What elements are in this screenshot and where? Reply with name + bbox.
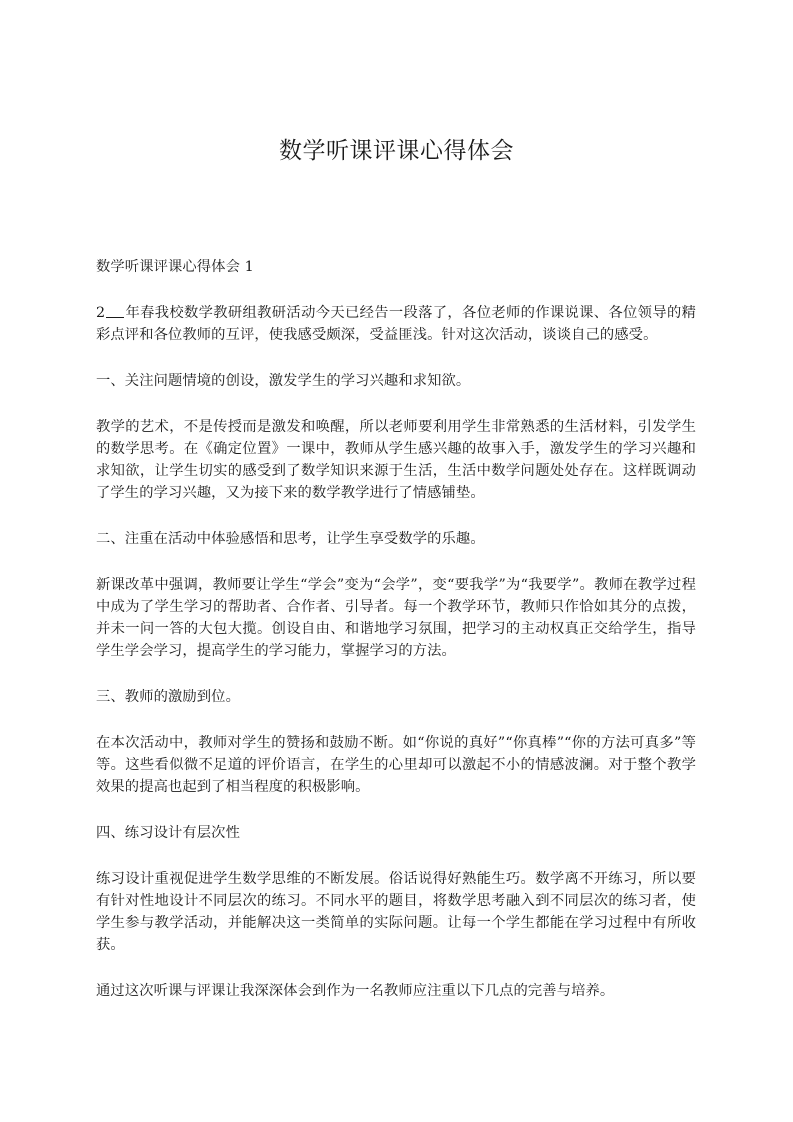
closing-paragraph: 通过这次听课与评课让我深深体会到作为一名教师应注重以下几点的完善与培养。 <box>96 983 615 999</box>
subtitle: 数学听课评课心得体会 1 <box>96 259 254 275</box>
year-blank <box>106 303 124 318</box>
section-1-heading: 一、关注问题情境的创设，激发学生的学习兴趣和求知欲。 <box>96 373 471 389</box>
intro-paragraph <box>96 302 696 346</box>
document-body <box>96 256 696 1026</box>
intro-year-prefix: 2 <box>96 305 106 321</box>
section-3-body: 在本次活动中，教师对学生的赞扬和鼓励不断。如“你说的真好”“你真棒”“你的方法可真多”等等。这些看似微不足道的评价语言，在学生的心里却可以激起不小的情感波澜。对于整个教学效果的提高也起到了相当程度的积极影响。 <box>96 735 696 795</box>
section-1-body: 教学的艺术，不是传授而是激发和唤醒，所以老师要利用学生非常熟悉的生活材料，引发学生的数学思考。在《确定位置》一课中，教师从学生感兴趣的故事入手，激发学生的学习兴趣和求知欲，让学生切实的感受到了数学知识来源于生活，生活中数学问题处处存在。这样既调动了学生的学习兴趣，又为接下来的数学教学进行了情感铺垫。 <box>96 419 696 501</box>
section-2-heading: 二、注重在活动中体验感悟和思考，让学生享受数学的乐趣。 <box>96 531 485 547</box>
section-4-heading: 四、练习设计有层次性 <box>96 825 240 841</box>
section-2-body: 新课改革中强调，教师要让学生“学会”变为“会学”，变“要我学”为“我要学”。教师在教学过程中成为了学生学习的帮助者、合作者、引导者。每一个教学环节，教师只作恰如其分的点拨，并未一问一答的大包大揽。创设自由、和谐地学习氛围，把学习的主动权真正交给学生，指导学生学会学习，提高学生的学习能力，掌握学习的方法。 <box>96 577 696 659</box>
document-title: 数学听课评课心得体会 <box>279 138 514 164</box>
section-4-body: 练习设计重视促进学生数学思维的不断发展。俗话说得好熟能生巧。数学离不开练习，所以要有针对性地设计不同层次的练习。不同水平的题目，将数学思考融入到不同层次的练习者，使学生参与教学活动，并能解决这一类简单的实际问题。让每一个学生都能在学习过程中有所收获。 <box>96 871 696 953</box>
intro-text: 年春我校数学教研组教研活动今天已经告一段落了，各位老师的作课说课、各位领导的精彩点评和各位教师的互评，使我感受颇深，受益匪浅。针对这次活动，谈谈自己的感受。 <box>96 305 696 343</box>
section-3-heading: 三、教师的激励到位。 <box>96 689 240 705</box>
